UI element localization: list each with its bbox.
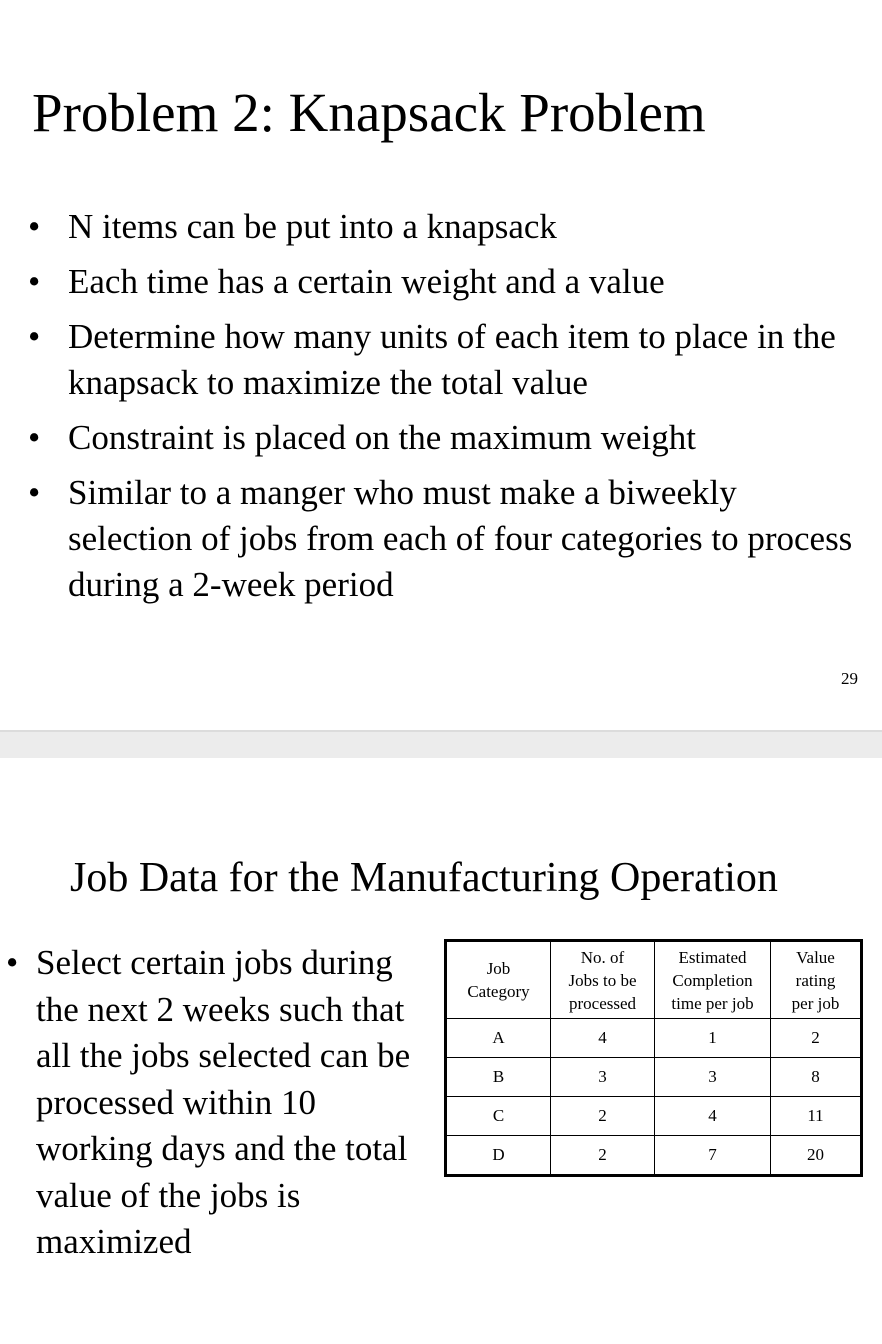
table-cell: 2 [551, 1136, 655, 1176]
bullet-item: • N items can be put into a knapsack [28, 204, 868, 250]
table-cell: C [446, 1097, 551, 1136]
table-cell: 8 [771, 1058, 862, 1097]
table-cell: 3 [655, 1058, 771, 1097]
bullet-dot-icon: • [6, 943, 19, 982]
bullet-dot-icon: • [28, 262, 41, 301]
table-cell: 4 [655, 1097, 771, 1136]
table-row [446, 1058, 862, 1097]
bullet-list [28, 204, 868, 617]
table-cell: 1 [655, 1019, 771, 1058]
bullet-text: Select certain jobs during the next 2 weeks such that all the jobs selected can be processed within 10 working days and the total value of the jobs is maximized [36, 943, 411, 1261]
table-cell: 7 [655, 1136, 771, 1176]
header-jobs-processed: No. of Jobs to be processed [551, 941, 655, 1019]
header-completion-time: Estimated Completion time per job [655, 941, 771, 1019]
slide-30 [0, 758, 882, 1344]
table-cell: 2 [551, 1097, 655, 1136]
table-cell: D [446, 1136, 551, 1176]
table-cell: B [446, 1058, 551, 1097]
table-cell: 2 [771, 1019, 862, 1058]
table-row [446, 1019, 862, 1058]
slide-title: Problem 2: Knapsack Problem [32, 82, 706, 143]
slide-title: Job Data for the Manufacturing Operation [70, 855, 778, 901]
table-cell: 4 [551, 1019, 655, 1058]
bullet-item: • Each time has a certain weight and a value [28, 259, 868, 305]
bullet-dot-icon: • [28, 473, 41, 512]
page-number: 29 [841, 669, 858, 688]
table-row [446, 1097, 862, 1136]
header-job-category: Job Category [446, 941, 551, 1019]
bullet-item: • Constraint is placed on the maximum weight [28, 415, 868, 461]
bullet-item: • Similar to a manger who must make a biweekly selection of jobs from each of four categories to process during a 2-week period [28, 470, 868, 608]
table-cell: 11 [771, 1097, 862, 1136]
bullet-item: • Determine how many units of each item to place in the knapsack to maximize the total value [28, 314, 868, 406]
table-row [446, 1136, 862, 1176]
table-header-row [446, 941, 862, 1019]
slide-divider [0, 730, 882, 758]
header-value-rating: Value rating per job [771, 941, 862, 1019]
table-cell: 20 [771, 1136, 862, 1176]
bullet-dot-icon: • [28, 317, 41, 356]
table-cell: A [446, 1019, 551, 1058]
job-data-table [444, 939, 863, 1177]
table-cell: 3 [551, 1058, 655, 1097]
bullet-dot-icon: • [28, 207, 41, 246]
bullet-dot-icon: • [28, 418, 41, 457]
